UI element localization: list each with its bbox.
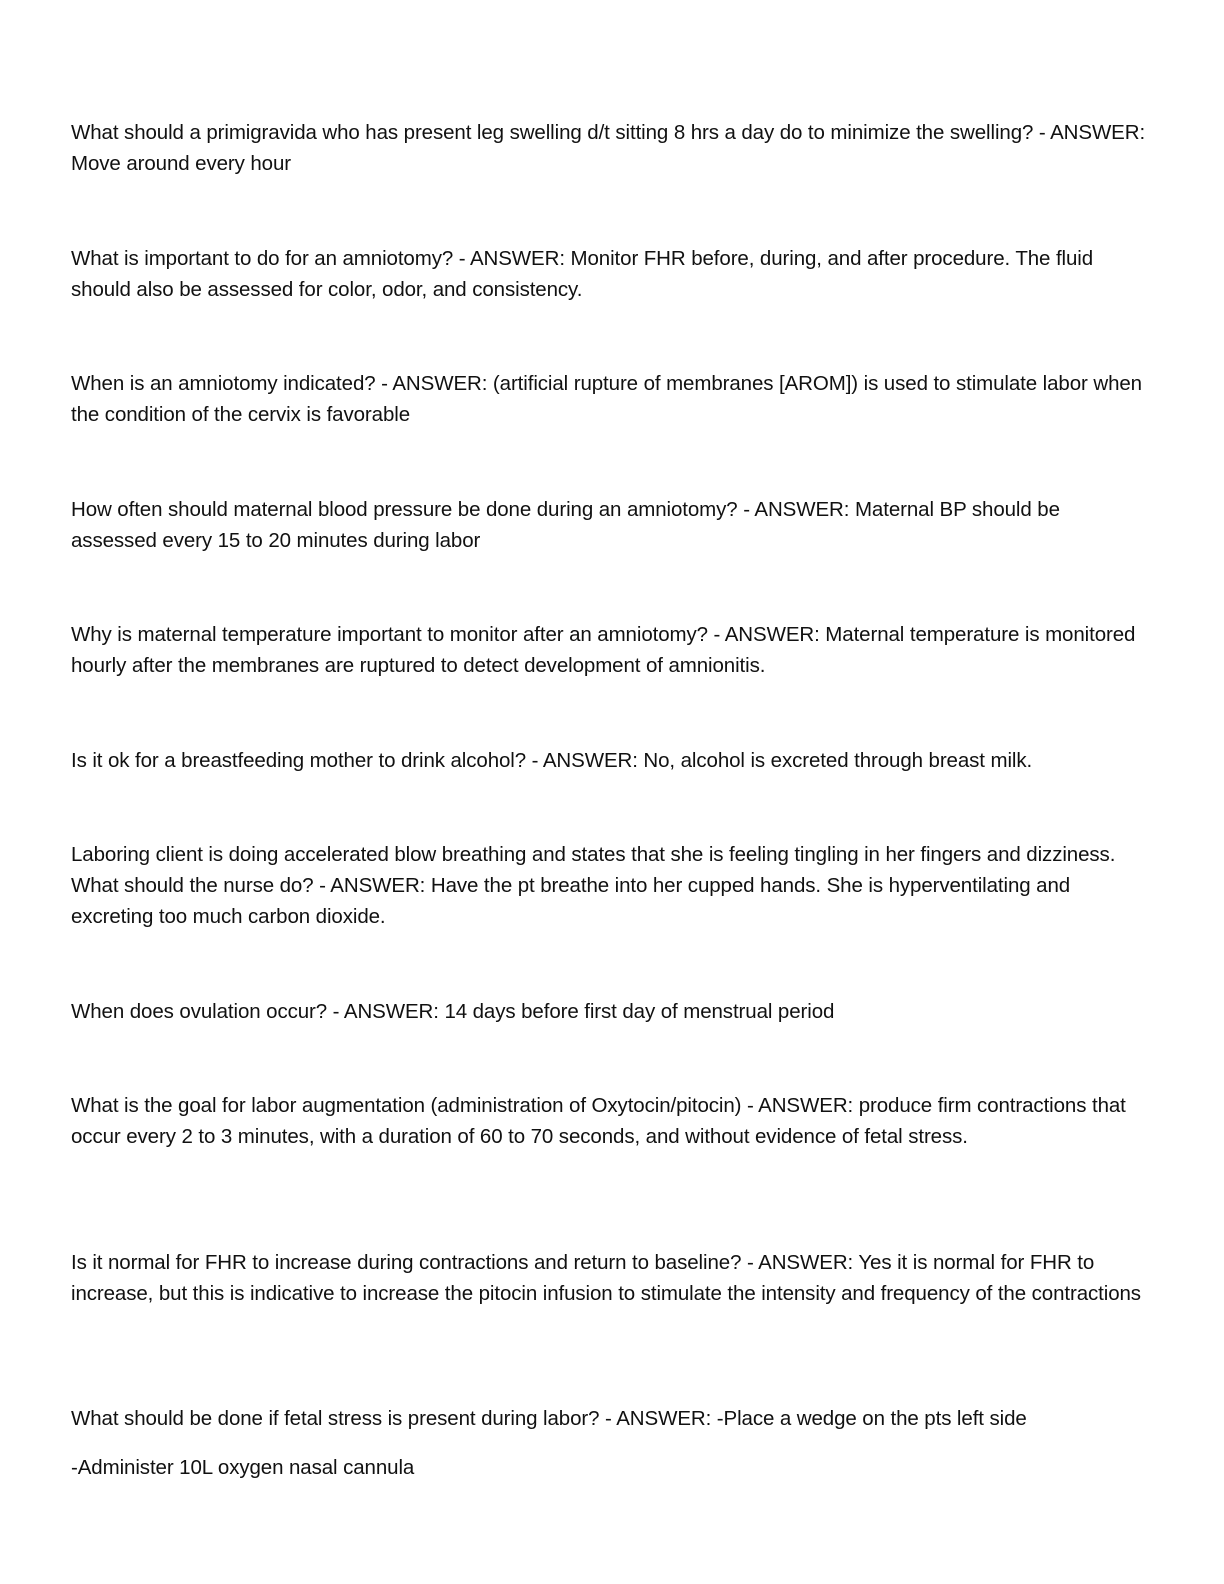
qa-item-amniotomy-indication: When is an amniotomy indicated? - ANSWER: (artificial rupture of membranes [AROM]) is used to stimulate labor when the condition of the cervix is favorable [71,372,1142,426]
qa-item-amniotomy-care: What is important to do for an amniotomy? - ANSWER: Monitor FHR before, during, and after procedure. The fluid should also be assessed for color, odor, and consistency. [71,247,1094,301]
qa-item-breastfeeding-alcohol: Is it ok for a breastfeeding mother to drink alcohol? - ANSWER: No, alcohol is excreted through breast milk. [71,749,1033,772]
qa-item-hyperventilation: Laboring client is doing accelerated blow breathing and states that she is feeling tingling in her fingers and dizziness. What should the nurse do? - ANSWER: Have the pt breathe into her cupped hands. She is hyperventilating and excreting too much carbon dioxide. [71,843,1116,928]
qa-item-labor-augmentation: What is the goal for labor augmentation (administration of Oxytocin/pitocin) - ANSWER: produce firm contractions that occur every 2 to 3 minutes, with a duration of 60 to 70 seconds, and without evidence of fetal stress. [71,1094,1126,1148]
qa-item-fetal-stress-oxygen: -Administer 10L oxygen nasal cannula [71,1456,415,1479]
qa-item-maternal-bp: How often should maternal blood pressure be done during an amniotomy? - ANSWER: Maternal BP should be assessed every 15 to 20 minutes during labor [71,498,1060,552]
qa-item-fhr-increase: Is it normal for FHR to increase during contractions and return to baseline? - ANSWER: Yes it is normal for FHR to increase, but this is indicative to increase the pitocin infusion to stimulate the intensity and frequency of the contractions [71,1251,1141,1305]
qa-item-leg-swelling: What should a primigravida who has present leg swelling d/t sitting 8 hrs a day do to minimize the swelling? - ANSWER: Move around every hour [71,121,1146,175]
qa-item-ovulation: When does ovulation occur? - ANSWER: 14 days before first day of menstrual period [71,1000,835,1023]
qa-item-maternal-temperature: Why is maternal temperature important to monitor after an amniotomy? - ANSWER: Maternal temperature is monitored hourly after the membranes are ruptured to detect development of amnionitis. [71,623,1136,677]
qa-item-fetal-stress: What should be done if fetal stress is present during labor? - ANSWER: -Place a wedge on the pts left side [71,1407,1027,1430]
